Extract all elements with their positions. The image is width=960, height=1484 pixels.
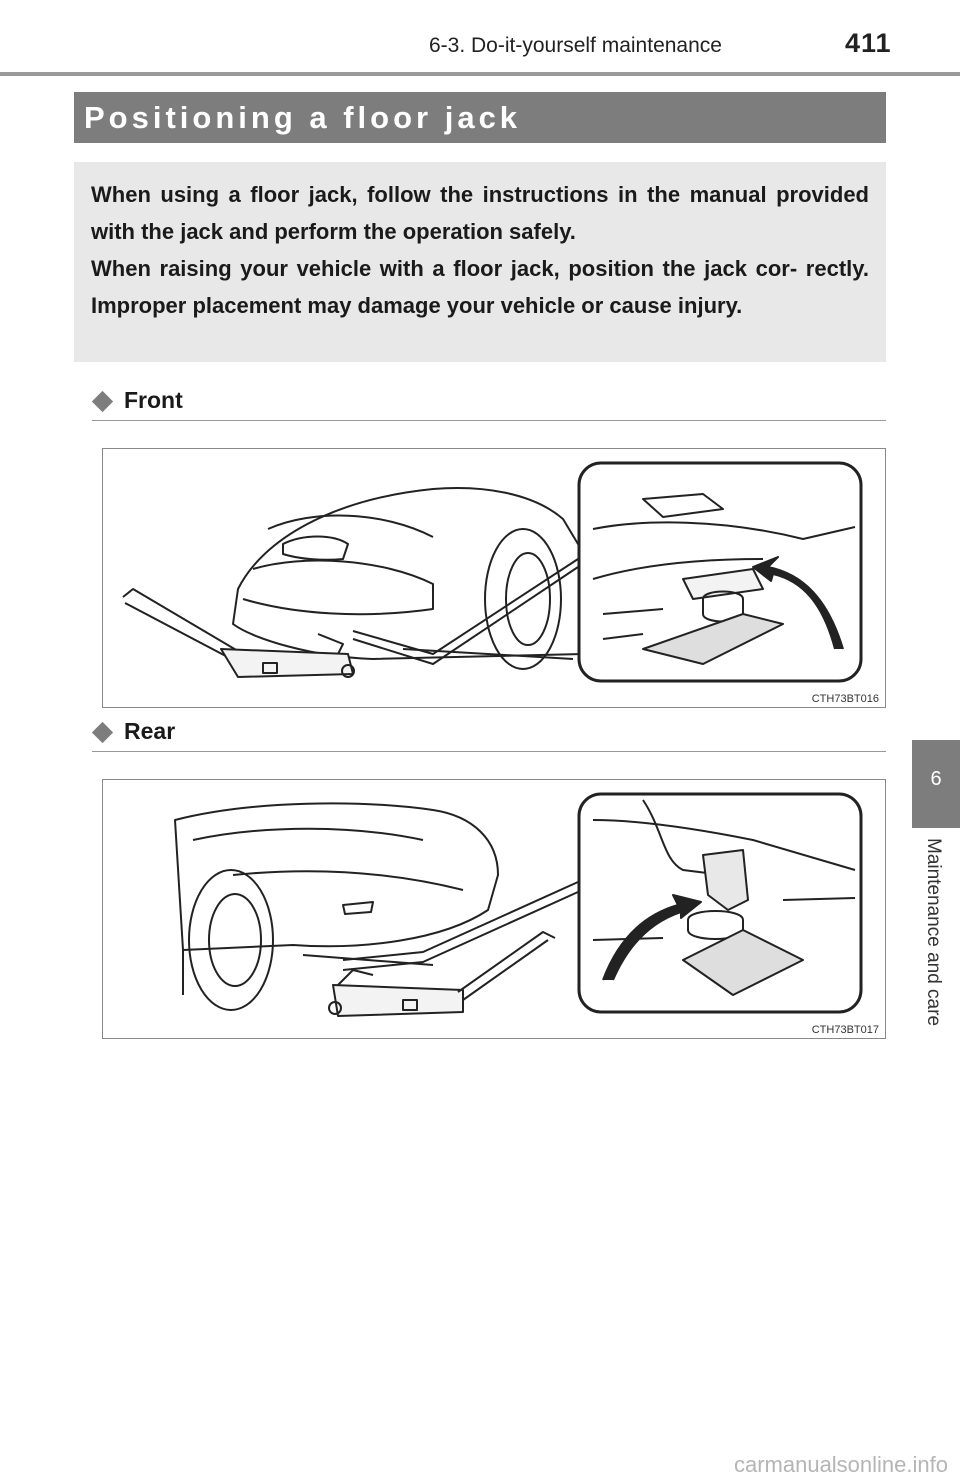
rear-jack-illustration bbox=[102, 779, 886, 1039]
diamond-bullet-icon bbox=[92, 722, 113, 743]
rear-illustration-svg bbox=[103, 780, 887, 1040]
page-number: 411 bbox=[845, 28, 892, 58]
front-heading bbox=[92, 386, 886, 421]
chapter-number: 6 bbox=[930, 768, 942, 790]
diamond-bullet-icon bbox=[92, 391, 113, 412]
chapter-tab bbox=[912, 740, 960, 828]
rear-heading bbox=[92, 717, 886, 752]
title-bar bbox=[74, 92, 886, 143]
front-heading-label: Front bbox=[124, 387, 183, 413]
front-jack-illustration bbox=[102, 448, 886, 708]
info-paragraph-1: When using a floor jack, follow the instructions in the manual provided with the jack and perform the operation safely. bbox=[91, 182, 869, 244]
info-paragraph-2: When raising your vehicle with a floor jack, position the jack cor- rectly. Improper placement may damage your vehicle or cause injury. bbox=[91, 256, 869, 318]
chapter-label-box bbox=[912, 828, 960, 1068]
rear-figure-code: CTH73BT017 bbox=[811, 1024, 879, 1036]
info-box bbox=[74, 162, 886, 362]
header-divider bbox=[0, 72, 960, 76]
page-title: Positioning a floor jack bbox=[84, 100, 522, 135]
chapter-label: Maintenance and care bbox=[923, 838, 944, 1027]
header-section-title: 6-3. Do-it-yourself maintenance bbox=[429, 34, 722, 57]
rear-heading-label: Rear bbox=[124, 718, 176, 744]
front-figure-code: CTH73BT016 bbox=[811, 693, 879, 705]
watermark: carmanualsonline.info bbox=[733, 1452, 948, 1477]
front-illustration-svg bbox=[103, 449, 887, 709]
